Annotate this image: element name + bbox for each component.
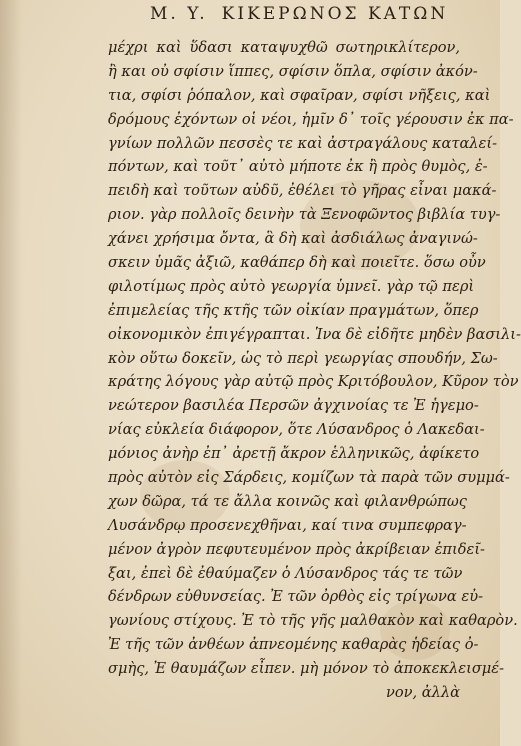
running-title: ΚΙΚΕΡΩΝΟΣ ΚΑΤΩΝ [221, 4, 449, 24]
text-line: πρὸς αὐτὸν εἰς Σάρδεις, κομίζων τὰ παρὰ τῶν συμμά- [108, 469, 510, 487]
text-line: φιλοτίμως πρὸς αὐτὸ γεωργία ὑμνεῖ. γὰρ τῷ περὶ [108, 277, 475, 295]
text-line: ἐπιμελείας τῆς κτῆς τῶν οἰκίαν πραγμάτων, ὅπερ [108, 301, 479, 319]
text-line: Ἐ τῆς τῶν ἀνθέων ἀπνεομένης καθαρὰς ἡδείας ὀ- [108, 636, 479, 654]
text-line: νίας εὐκλεία διάφορον, ὅτε Λύσανδρος ὁ Λακεδαι- [108, 421, 485, 439]
running-header [150, 4, 449, 24]
text-line: ξαι, ἐπεὶ δὲ ἐθαύμαζεν ὁ Λύσανδρος τάς τε τῶν [108, 564, 463, 582]
text-line-final: νον, ἀλλὰ [385, 684, 460, 702]
text-line: οἰκονομικὸν ἐπιγέγραπται. Ἱνα δὲ εἰδῆτε μηδὲν βασιλι- [108, 325, 521, 343]
text-line: πειδὴ καὶ τοῦτων αὐδῦ, ἐθέλει τὸ γῆρας εἶναι μακά- [108, 182, 497, 200]
text-line: δένδρων εὐθυνσείας. Ἐ τῶν ὀρθὸς εἰς τρίγωνα εὐ- [108, 588, 484, 606]
text-line: γωνίους στίχους. Ἐ τὸ τῆς γῆς μαλθακὸν καὶ καθαρὸν. [108, 612, 518, 630]
text-line: μέχρι καὶ ὕδασι καταψυχθῶ σωτηρικλίτερον, [108, 39, 460, 56]
text-line: μόνιος ἀνὴρ ἐπ᾽ ἀρετῇ ἄκρον ἑλληνικῶς, ἀφίκετο [108, 445, 480, 463]
text-line: δρόμους ἐχόντων οἱ νέοι, ἡμῖν δ᾽ τοῖς γέρουσιν ἐκ πα- [108, 110, 514, 128]
gutter-shadow [0, 0, 22, 746]
text-line: σκειν ὑμᾶς ἀξιῶ, καθάπερ δὴ καὶ ποιεῖτε. ὅσω οὖν [108, 254, 486, 272]
text-line: τια, σφίσι ῥόπαλον, καὶ σφαῖραν, σφίσι νῆξεις, καὶ [108, 86, 491, 104]
text-line: πόντων, καὶ τοῦτ᾽ αὐτὸ μήποτε ἐκ ἢ πρὸς θυμὸς, ἐ- [108, 158, 488, 176]
text-line: ριον. γὰρ πολλοῖς δεινὴν τὰ Ξενοφῶντος βιβλία τυγ- [108, 206, 501, 224]
text-line: σμὴς, Ἐ θαυμάζων εἶπεν. μὴ μόνον τὸ ἀποκεκλεισμέ- [108, 660, 505, 678]
text-line: χάνει χρήσιμα ὄντα, ἃ δὴ καὶ ἀσδιάλως ἀναγινώ- [108, 230, 478, 248]
text-line: κὸν οὕτω δοκεῖν, ὡς τὸ περὶ γεωργίας σπουδήν, Σω- [108, 349, 498, 367]
text-line: μένον ἀγρὸν πεφυτευμένον πρὸς ἀκρίβειαν ἐπιδεῖ- [108, 540, 485, 558]
text-line: νεώτερον βασιλέα Περσῶν ἀγχινοίας τε Ἐ ἡγεμο- [108, 397, 479, 415]
folio-mark: M. Y. [150, 4, 208, 24]
text-line: χων δῶρα, τά τε ἄλλα κοινῶς καὶ φιλανθρώπως [108, 492, 467, 510]
text-line: κράτης λόγους γὰρ αὐτῷ πρὸς Κριτόβουλον, Κῦρον τὸν [108, 373, 519, 391]
greek-text-body [108, 36, 521, 705]
text-line: γνίων πολλῶν πεσσὲς τε καὶ ἀστραγάλους καταλεί- [108, 134, 498, 152]
text-line: ἢ και οὐ σφίσιν ἵππες, σφίσιν ὅπλα, σφίσιν ἀκόν- [108, 62, 478, 80]
text-line: Λυσάνδρῳ προσενεχθῆναι, καί τινα συμπεφραγ- [108, 516, 467, 534]
